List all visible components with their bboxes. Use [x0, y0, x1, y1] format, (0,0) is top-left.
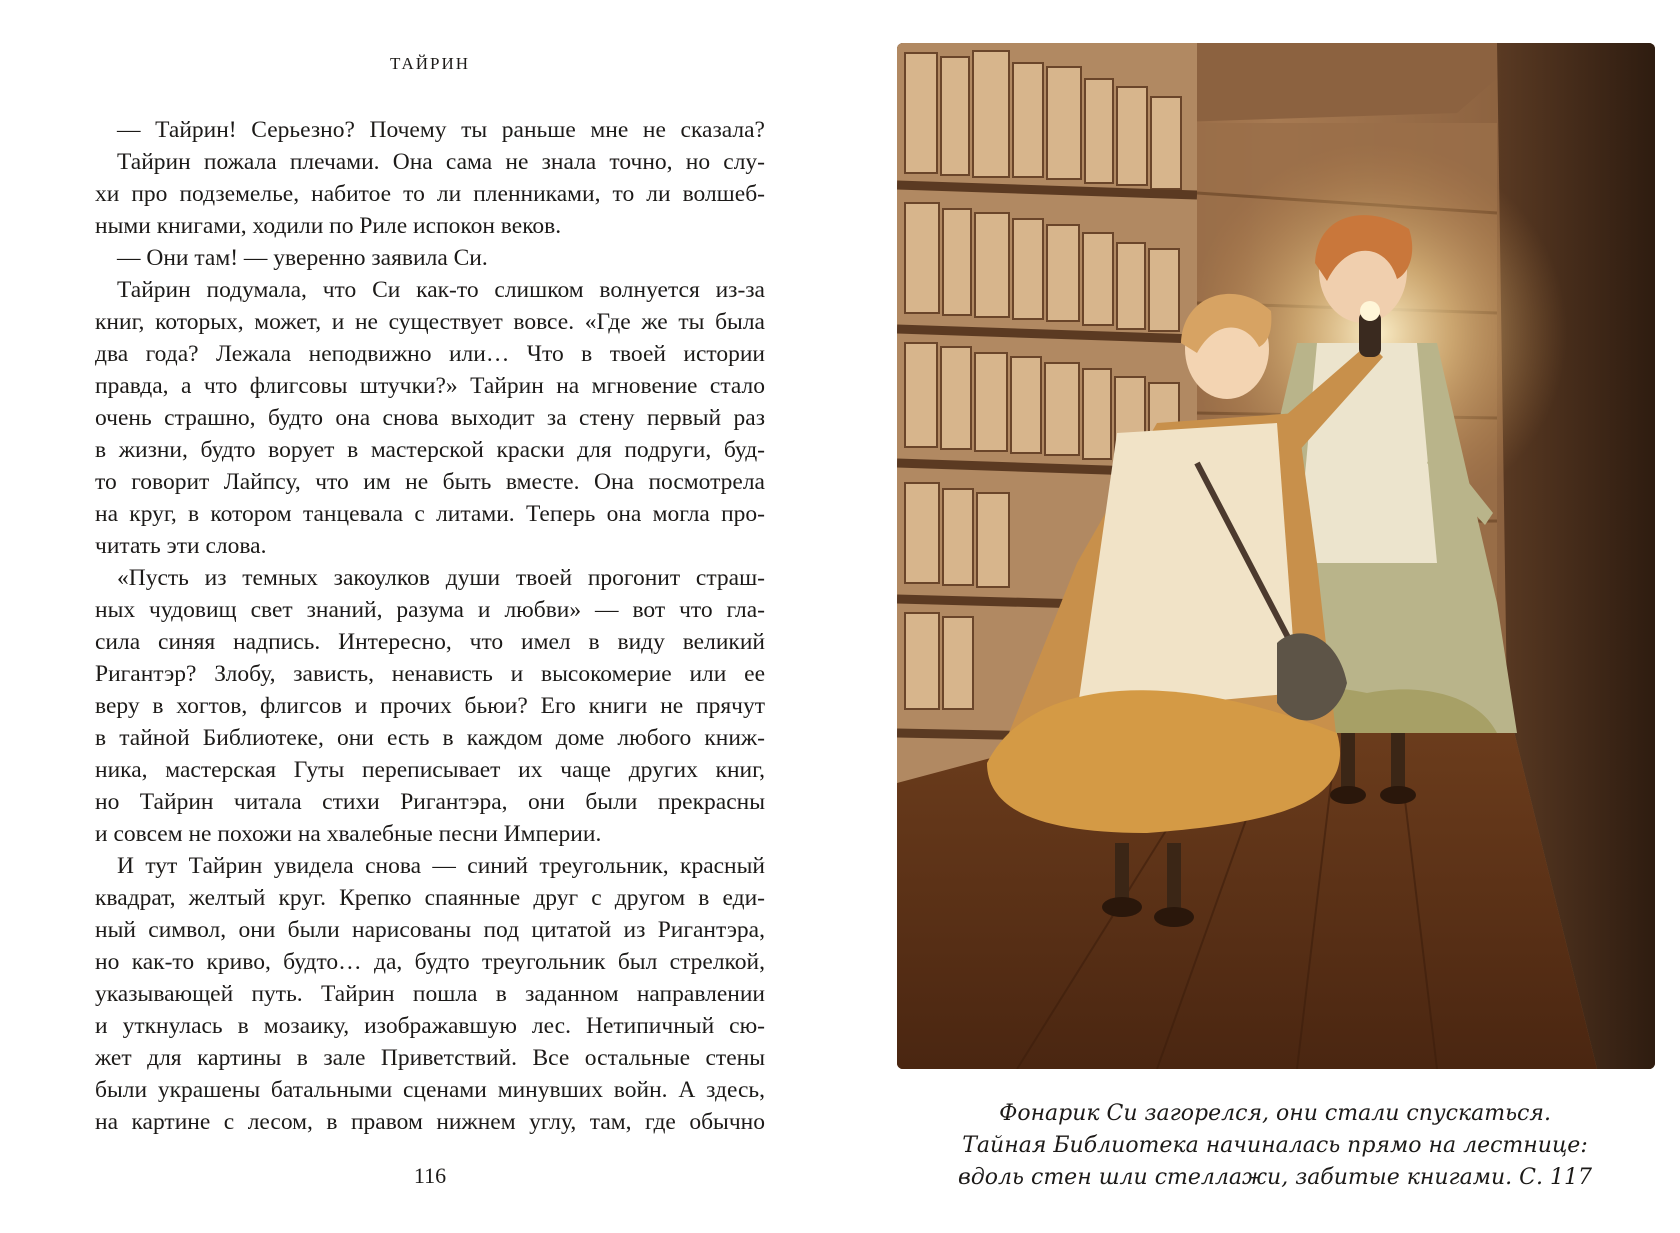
text-line: указывающей путь. Тайрин пошла в заданном направлении: [95, 981, 765, 1007]
text-line: книг, которых, может, и не существует вовсе. «Где же ты была: [95, 309, 765, 335]
text-line: в тайной Библиотеке, они есть в каждом доме любого книж-: [95, 725, 765, 751]
caption-line: Тайная Библиотека начиналась прямо на лестнице:: [962, 1133, 1588, 1158]
text-line: были украшены батальными сценами минувших войн. А здесь,: [95, 1077, 765, 1103]
caption-line: вдоль стен шли стеллажи, забитые книгами. С. 117: [958, 1165, 1592, 1190]
text-line: читать эти слова.: [95, 533, 267, 559]
text-line: ный символ, они были нарисованы под цитатой из Ригантэра,: [95, 917, 765, 943]
text-line: и совсем не похожи на хвалебные песни Империи.: [95, 821, 602, 847]
text-line: но как-то криво, будто… да, будто треугольник был стрелкой,: [95, 949, 765, 975]
text-line: ных чудовищ свет знаний, разума и любви» — вот что гла-: [95, 597, 765, 623]
text-line: «Пусть из темных закоулков души твоей прогонит страш-: [117, 565, 765, 591]
text-line: два года? Лежала неподвижно или… Что в твоей истории: [95, 341, 765, 367]
text-line: — Они там! — уверенно заявила Си.: [117, 245, 488, 271]
text-line: на картине с лесом, в правом нижнем углу, там, где обычно: [95, 1109, 765, 1135]
body-text: [95, 114, 765, 1138]
caption-line: Фонарик Си загорелся, они стали спускаться.: [999, 1101, 1551, 1126]
page-number: 116: [413, 1163, 447, 1188]
illustration-art: [897, 43, 1655, 1069]
text-line: правда, а что флигсовы штучки?» Тайрин на мгновение стало: [95, 373, 765, 399]
running-head: ТАЙРИН: [389, 54, 471, 73]
text-line: ника, мастерская Гуты переписывает их чаще других книг,: [95, 757, 765, 783]
text-line: очень страшно, будто она снова выходит за стену первый раз: [95, 405, 765, 431]
text-line: сила синяя надпись. Интересно, что имел в виду великий: [95, 629, 765, 655]
text-line: Тайрин пожала плечами. Она сама не знала точно, но слу-: [117, 149, 765, 175]
text-line: Тайрин подумала, что Си как-то слишком волнуется из-за: [117, 277, 765, 303]
text-line: и уткнулась в мозаику, изображавшую лес. Нетипичный сю-: [95, 1013, 765, 1039]
text-line: ными книгами, ходили по Риле испокон веков.: [95, 213, 562, 239]
text-line: в жизни, будто ворует в мастерской краски для подруги, буд-: [95, 437, 765, 463]
illustration-caption: [905, 1098, 1645, 1194]
text-line: И тут Тайрин увидела снова — синий треугольник, красный: [117, 853, 765, 879]
text-line: хи про подземелье, набитое то ли пленниками, то ли волшеб-: [95, 181, 765, 207]
text-line: жет для картины в зале Приветствий. Все остальные стены: [95, 1045, 765, 1071]
text-line: на круг, в котором танцевала с литами. Теперь она могла про-: [95, 501, 765, 527]
text-line: квадрат, желтый круг. Крепко спаянные друг с другом в еди-: [95, 885, 765, 911]
illustration-library-girls: [897, 43, 1655, 1069]
text-line: Ригантэр? Злобу, зависть, ненависть и высокомерие или ее: [95, 661, 765, 687]
text-line: то говорит Лайпсу, что им не быть вместе. Она посмотрела: [95, 469, 765, 495]
text-line: — Тайрин! Серьезно? Почему ты раньше мне не сказала?: [117, 117, 765, 143]
text-line: веру в хогтов, флигсов и прочих бьюи? Его книги не прячут: [95, 693, 765, 719]
text-line: но Тайрин читала стихи Ригантэра, они были прекрасны: [95, 789, 765, 815]
